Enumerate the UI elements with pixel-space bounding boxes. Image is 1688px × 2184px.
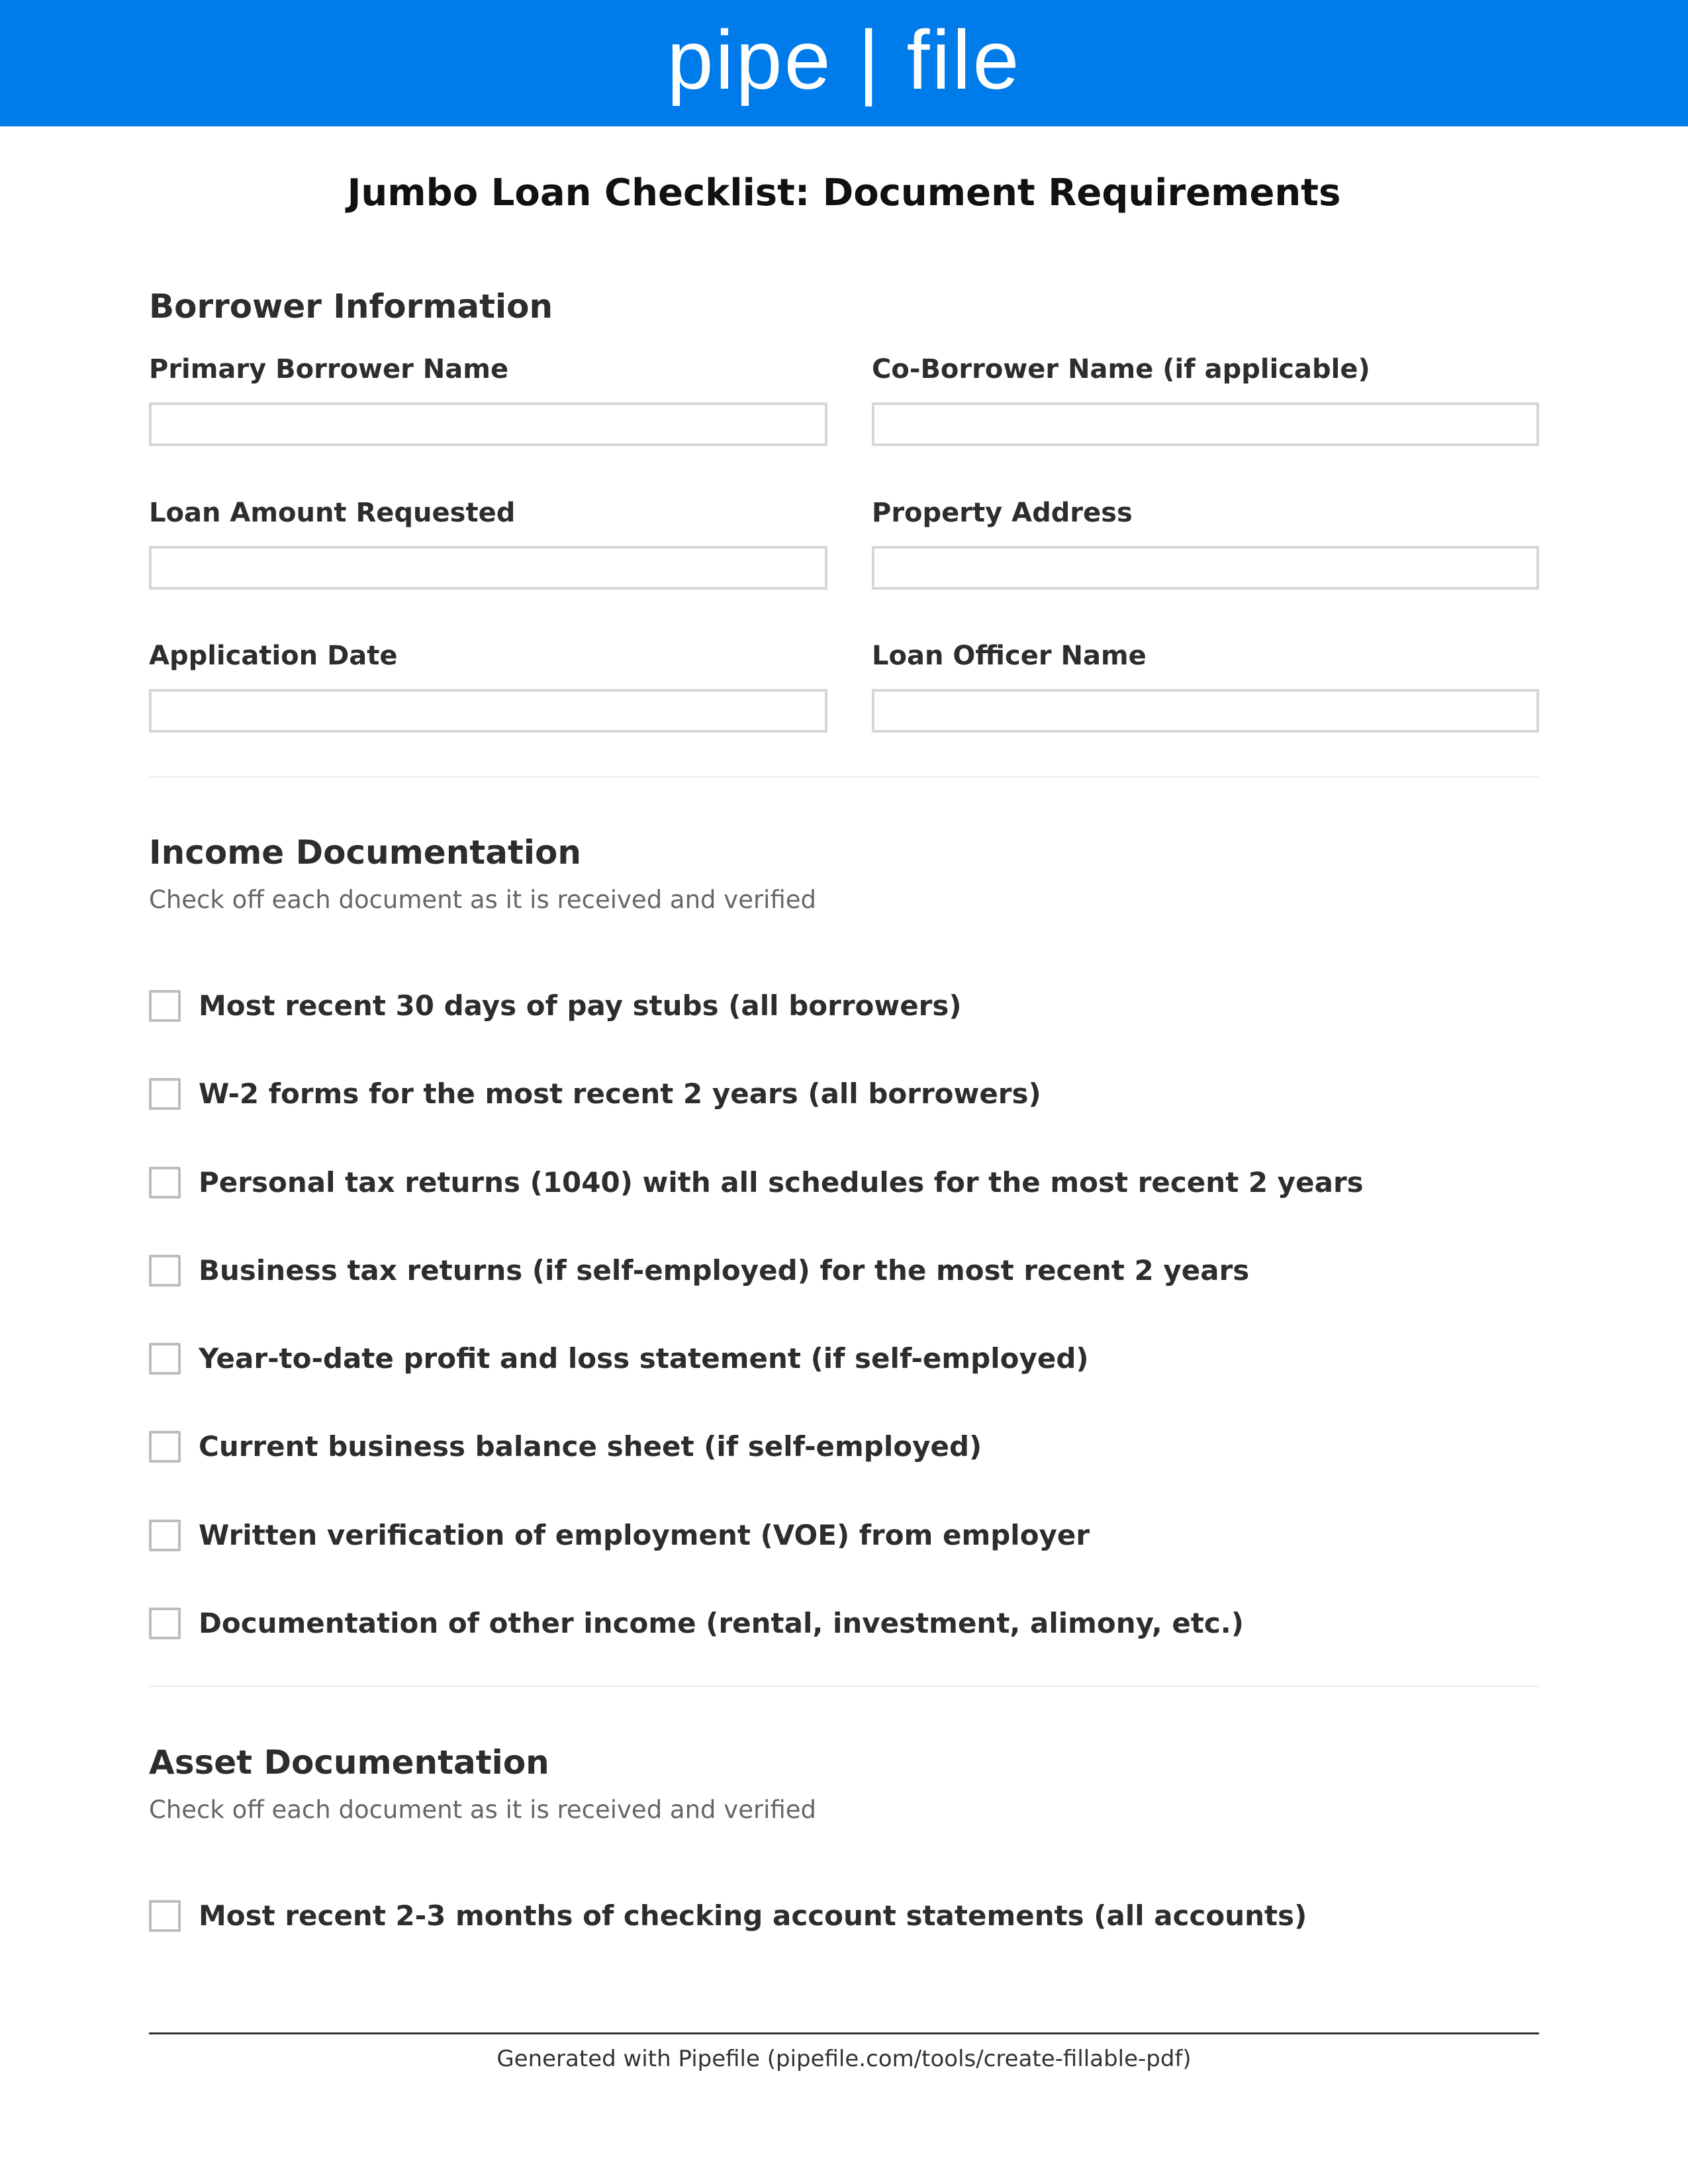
- income-item[interactable]: [149, 1339, 1539, 1379]
- checklist-item-label: Most recent 2-3 months of checking account statements (all accounts): [199, 1899, 1307, 1932]
- loan-officer-name-label: Loan Officer Name: [872, 641, 1147, 671]
- section-divider: [149, 776, 1539, 778]
- co-borrower-name-label: Co-Borrower Name (if applicable): [872, 354, 1370, 385]
- primary-borrower-name-label: Primary Borrower Name: [149, 354, 509, 385]
- application-date-label: Application Date: [149, 641, 398, 671]
- footer-credit: Generated with Pipefile (pipefile.com/tools/create-fillable-pdf): [496, 2046, 1192, 2072]
- income-item[interactable]: [149, 1074, 1539, 1114]
- checkbox[interactable]: [149, 1343, 181, 1375]
- income-doc-subtitle: Check off each document as it is received and verified: [149, 886, 817, 914]
- header-bar: [0, 0, 1688, 126]
- checklist-item-label: Business tax returns (if self-employed) for the most recent 2 years: [199, 1254, 1250, 1287]
- property-address-label: Property Address: [872, 498, 1133, 528]
- checkbox[interactable]: [149, 1255, 181, 1287]
- checklist-item-label: Personal tax returns (1040) with all schedules for the most recent 2 years: [199, 1166, 1364, 1199]
- brand-logo: pipe | file: [667, 13, 1021, 107]
- income-item[interactable]: [149, 1427, 1539, 1467]
- loan-amount-label: Loan Amount Requested: [149, 498, 516, 528]
- asset-doc-subtitle: Check off each document as it is received and verified: [149, 1796, 817, 1824]
- income-doc-heading: Income Documentation: [149, 833, 581, 872]
- income-item[interactable]: [149, 1604, 1539, 1643]
- checkbox[interactable]: [149, 1520, 181, 1551]
- checklist-item-label: Current business balance sheet (if self-employed): [199, 1430, 982, 1463]
- checkbox[interactable]: [149, 1431, 181, 1463]
- footer-divider: [149, 2032, 1539, 2034]
- asset-item[interactable]: [149, 1896, 1539, 1936]
- income-item[interactable]: [149, 1251, 1539, 1291]
- loan-officer-name-field[interactable]: [872, 689, 1539, 733]
- income-item[interactable]: [149, 1516, 1539, 1555]
- checkbox[interactable]: [149, 1078, 181, 1110]
- checkbox[interactable]: [149, 990, 181, 1022]
- loan-amount-field[interactable]: [149, 546, 827, 590]
- checklist-item-label: Written verification of employment (VOE) from employer: [199, 1519, 1090, 1551]
- asset-doc-heading: Asset Documentation: [149, 1743, 549, 1782]
- application-date-field[interactable]: [149, 689, 827, 733]
- page-title: Jumbo Loan Checklist: Document Requirements: [347, 171, 1341, 214]
- checkbox[interactable]: [149, 1900, 181, 1932]
- income-item[interactable]: [149, 1163, 1539, 1203]
- checklist-item-label: Year-to-date profit and loss statement (if self-employed): [199, 1342, 1089, 1375]
- section-divider: [149, 1686, 1539, 1687]
- co-borrower-name-field[interactable]: [872, 402, 1539, 446]
- primary-borrower-name-field[interactable]: [149, 402, 827, 446]
- borrower-info-heading: Borrower Information: [149, 287, 553, 326]
- checklist-item-label: Most recent 30 days of pay stubs (all borrowers): [199, 989, 962, 1022]
- checklist-item-label: Documentation of other income (rental, investment, alimony, etc.): [199, 1607, 1244, 1639]
- checklist-item-label: W-2 forms for the most recent 2 years (all borrowers): [199, 1077, 1041, 1110]
- checkbox[interactable]: [149, 1167, 181, 1199]
- property-address-field[interactable]: [872, 546, 1539, 590]
- checkbox[interactable]: [149, 1608, 181, 1639]
- income-item[interactable]: [149, 986, 1539, 1026]
